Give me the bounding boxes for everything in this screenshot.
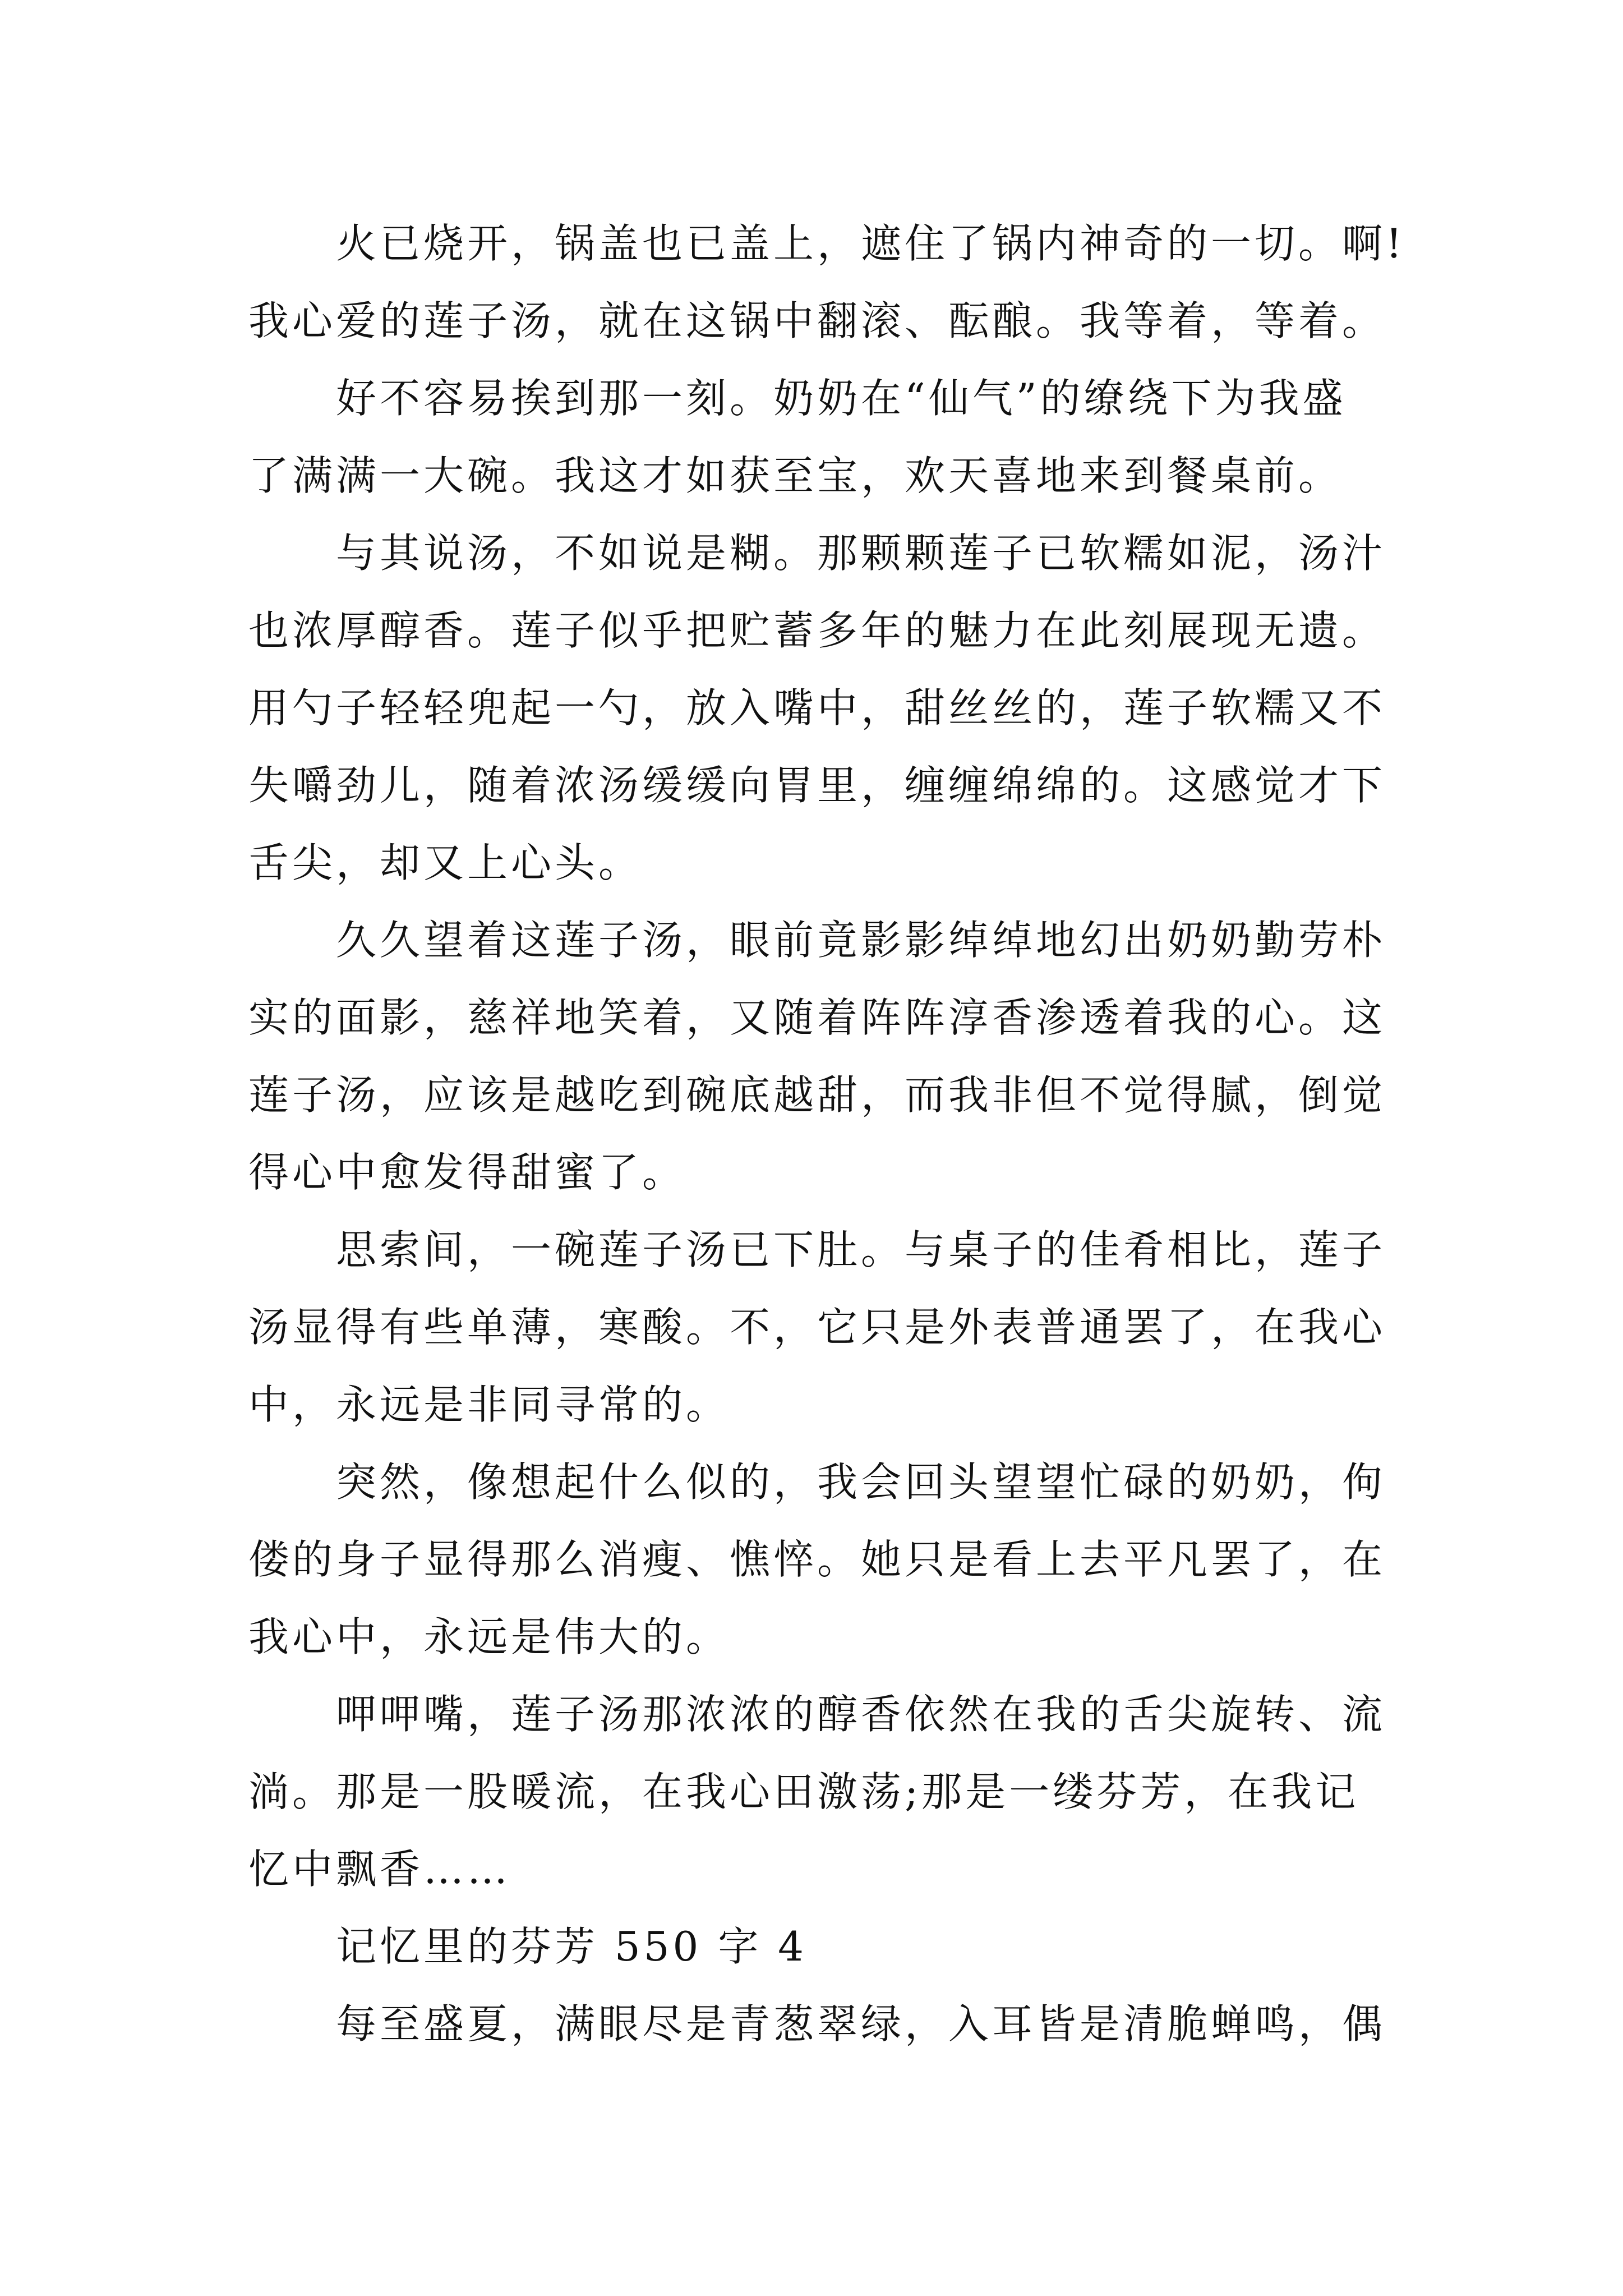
text-line: 久久望着这莲子汤，眼前竟影影绰绰地幻出奶奶勤劳朴 [336,917,1386,964]
text-line: 淌。那是一股暖流，在我心田激荡;那是一缕芬芳，在我记 [248,1768,1359,1815]
text-line: 也浓厚醇香。莲子似乎把贮蓄多年的魅力在此刻展现无遗。 [248,607,1386,654]
text-line: 舌尖，却又上心头。 [248,839,643,886]
text-line: 实的面影，慈祥地笑着，又随着阵阵淳香渗透着我的心。这 [248,994,1386,1041]
body-text [248,205,1405,2063]
text-line: 用勺子轻轻兜起一勺，放入嘴中，甜丝丝的，莲子软糯又不 [248,684,1386,731]
text-line: 呷呷嘴，莲子汤那浓浓的醇香依然在我的舌尖旋转、流 [336,1691,1386,1738]
section-heading: 记忆里的芬芳 550 字 4 [336,1923,807,1970]
text-line: 每至盛夏，满眼尽是青葱翠绿，入耳皆是清脆蝉鸣，偶 [336,2000,1386,2047]
text-line: 偻的身子显得那么消瘦、憔悴。她只是看上去平凡罢了，在 [248,1536,1386,1583]
text-line: 中，永远是非同寻常的。 [248,1381,730,1428]
text-line: 火已烧开，锅盖也已盖上，遮住了锅内神奇的一切。啊! [336,220,1405,267]
text-line: 忆中飘香…… [248,1846,511,1893]
text-line: 思索间，一碗莲子汤已下肚。与桌子的佳肴相比，莲子 [336,1226,1386,1273]
text-line: 好不容易挨到那一刻。奶奶在“仙气”的缭绕下为我盛 [336,375,1347,422]
text-line: 莲子汤，应该是越吃到碗底越甜，而我非但不觉得腻，倒觉 [248,1071,1386,1119]
text-line: 了满满一大碗。我这才如获至宝，欢天喜地来到餐桌前。 [248,452,1343,499]
text-line: 我心中，永远是伟大的。 [248,1613,730,1660]
text-line: 我心爱的莲子汤，就在这锅中翻滚、酝酿。我等着，等着。 [248,297,1386,344]
text-line: 失嚼劲儿，随着浓汤缓缓向胃里，缠缠绵绵的。这感觉才下 [248,762,1386,809]
text-line: 与其说汤，不如说是糊。那颗颗莲子已软糯如泥，汤汁 [336,530,1386,577]
text-line: 得心中愈发得甜蜜了。 [248,1149,686,1196]
text-line: 突然，像想起什么似的，我会回头望望忙碌的奶奶，佝 [336,1458,1386,1506]
text-line: 汤显得有些单薄，寒酸。不，它只是外表普通罢了，在我心 [248,1304,1386,1351]
